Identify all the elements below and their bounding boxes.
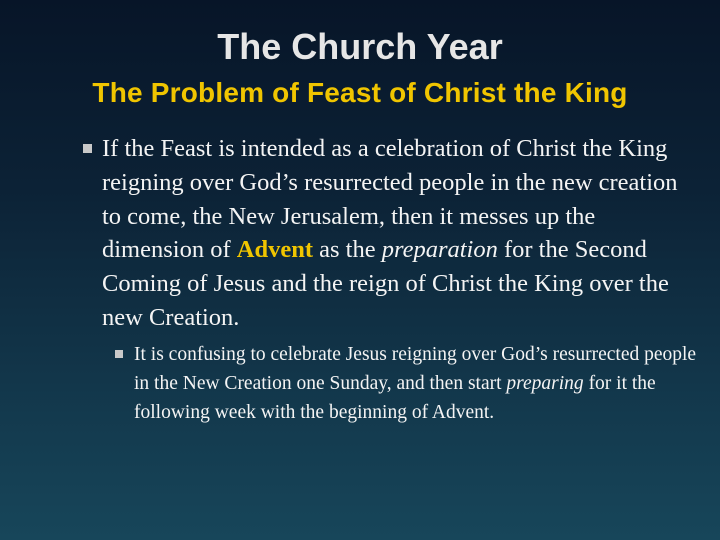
bullet-1-preparation: preparation: [381, 236, 498, 264]
bullet-1-text-a: If the Feast is intended as a celebration of Christ the King reigning over God’s resurrected people in the new creation to come, the New Jerusalem, then it messes up the dimension of: [102, 135, 678, 264]
bullet-list: [82, 132, 682, 335]
bullet-1-text-b: as the: [312, 236, 382, 264]
bullet-1-advent: Advent: [236, 236, 313, 264]
slide-subtitle: The Problem of Feast of Christ the King: [92, 77, 628, 108]
slide-title: The Church Year: [217, 26, 503, 67]
bullet-1-text-c: for the Second Coming of Jesus and the reign of Christ the King over the new Creation.: [102, 236, 669, 331]
sub-bullet-text-b: for it the following week with the beginning of Advent.: [134, 373, 656, 424]
sub-bullet-preparing: preparing: [506, 373, 584, 395]
square-bullet-icon: [115, 350, 123, 358]
bullet-item-1: [82, 132, 682, 335]
sub-bullet-item-1: [115, 340, 699, 428]
sub-bullet-text-a: It is confusing to celebrate Jesus reigning over God’s resurrected people in the New Creation one Sunday, and then start: [134, 344, 697, 395]
square-bullet-icon: [83, 144, 92, 153]
